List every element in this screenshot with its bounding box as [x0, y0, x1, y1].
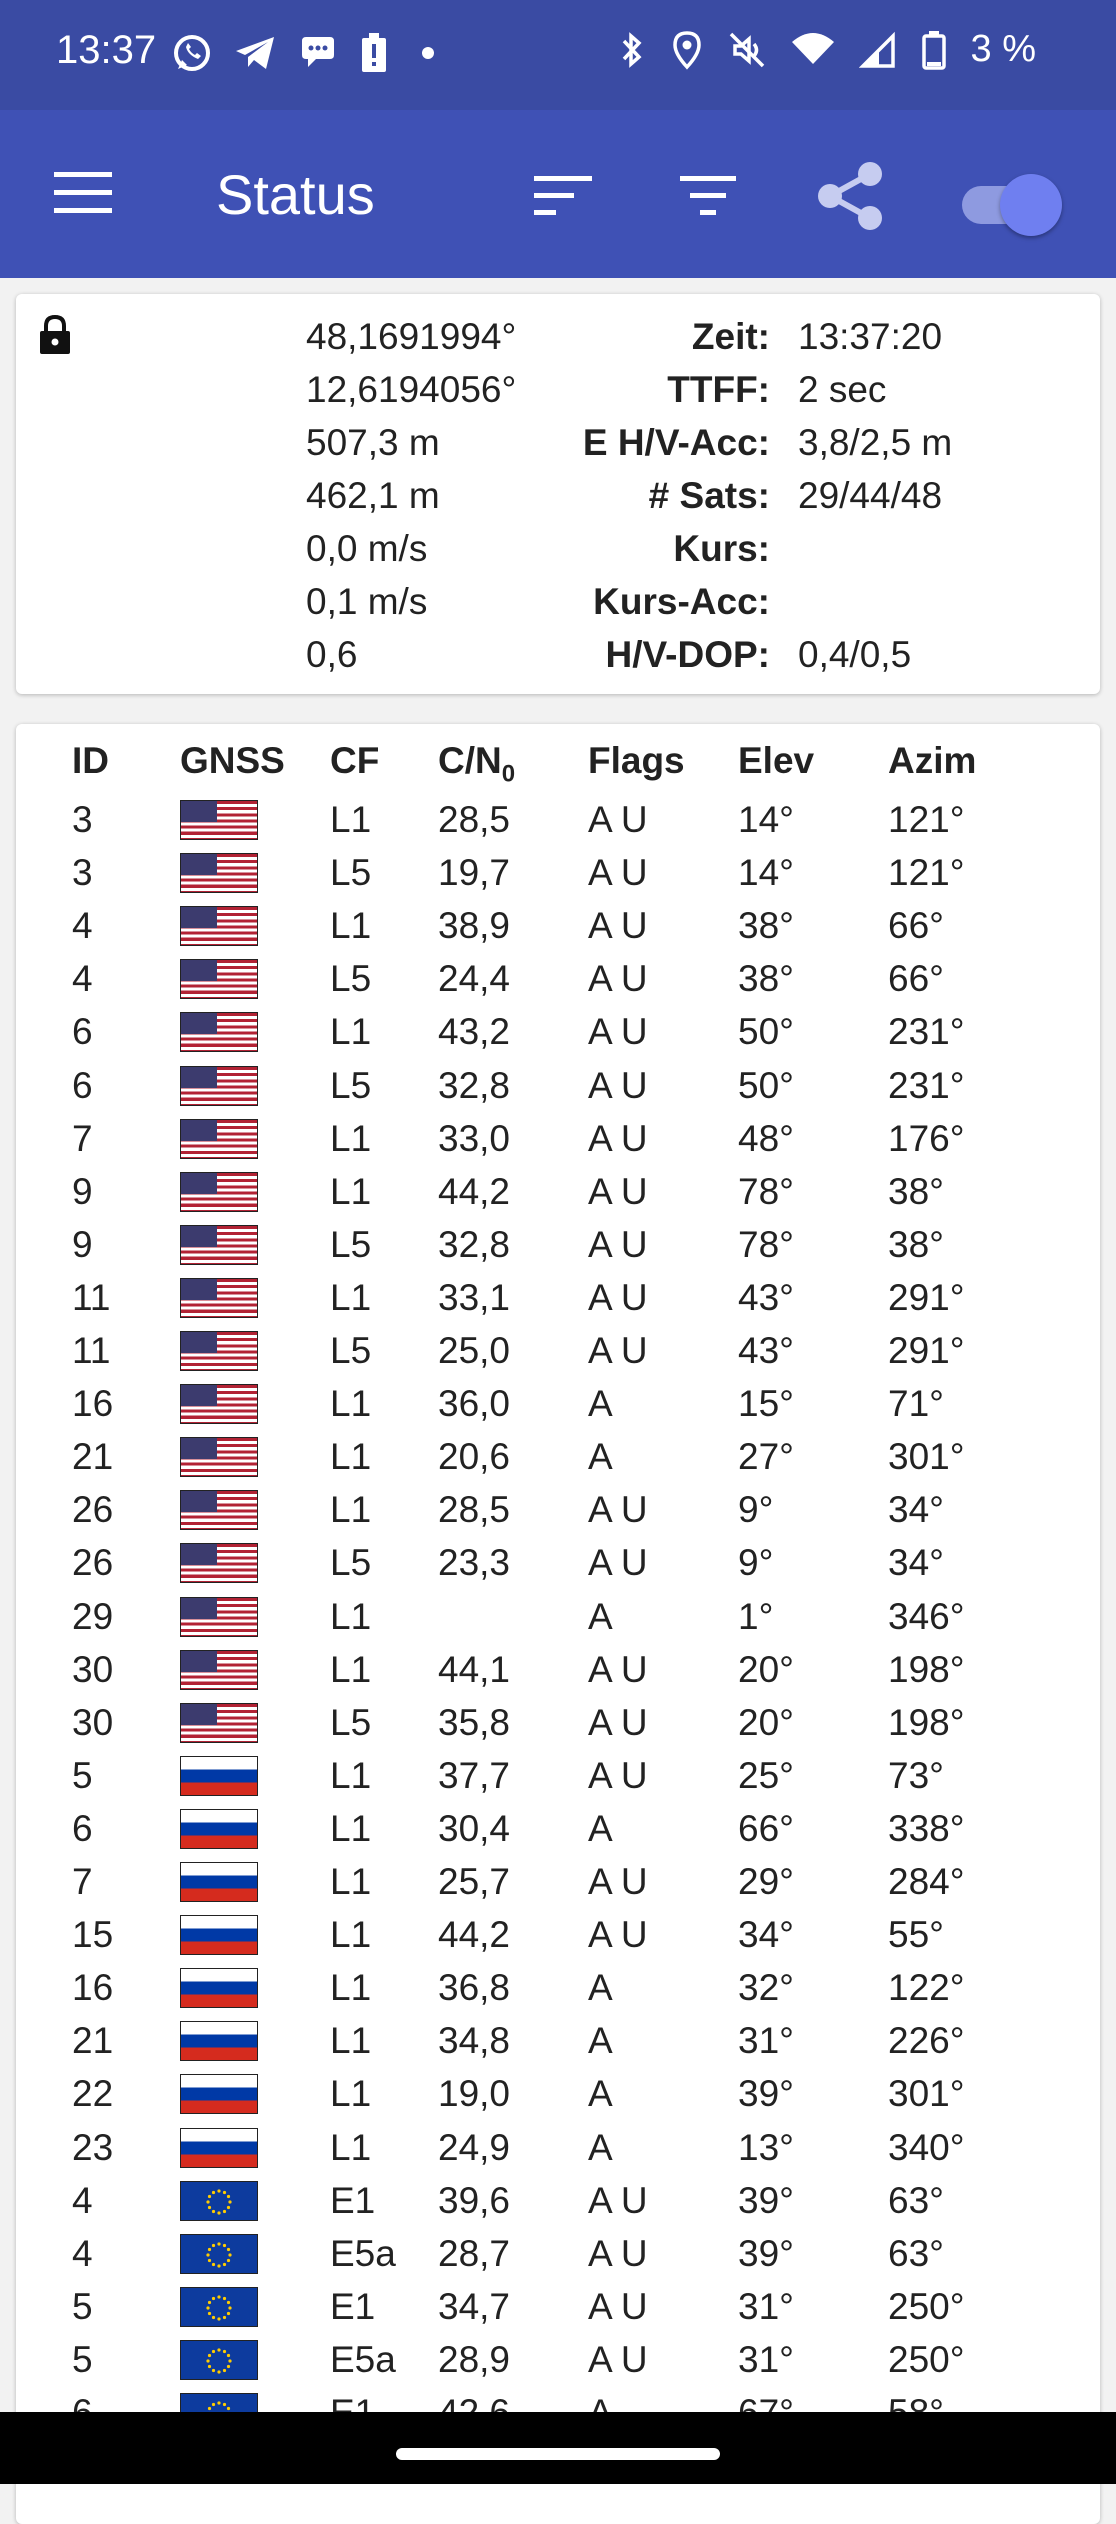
header-cn0[interactable] [438, 740, 515, 788]
cell-azim: 231° [888, 1064, 965, 1106]
cell-azim: 34° [888, 1542, 944, 1584]
bluetooth-icon [617, 30, 647, 70]
menu-icon[interactable] [54, 172, 112, 214]
table-row[interactable] [0, 1059, 1116, 1112]
cell-elev: 66° [738, 1807, 794, 1849]
cell-azim: 63° [888, 2179, 944, 2221]
cell-cn: 24,9 [438, 2126, 511, 2168]
cell-id: 4 [72, 958, 93, 1000]
cell-cn: 19,7 [438, 852, 511, 894]
sort-icon[interactable] [534, 176, 592, 216]
cell-flags: A U [588, 1701, 648, 1743]
table-row[interactable] [0, 1855, 1116, 1908]
cell-id: 6 [72, 1011, 93, 1053]
filter-icon[interactable] [680, 176, 736, 216]
cell-cn: 33,0 [438, 1117, 511, 1159]
cell-cf: E1 [330, 2179, 376, 2221]
cell-flags: A U [588, 905, 648, 947]
eu-flag-icon [180, 2287, 258, 2327]
header-elev[interactable]: Elev [738, 740, 815, 781]
system-status-bar [0, 0, 1116, 110]
usa-flag-icon [180, 1490, 258, 1530]
header-flags[interactable]: Flags [588, 740, 685, 781]
info-value: 13:37:20 [798, 316, 943, 357]
cell-cf: L1 [330, 1489, 372, 1531]
table-row[interactable] [0, 1005, 1116, 1058]
cell-cf: L1 [330, 1117, 372, 1159]
usa-flag-icon [180, 1437, 258, 1477]
cell-flags: A [588, 1383, 613, 1425]
cell-flags: A U [588, 2338, 648, 2380]
cell-cf: L1 [330, 1861, 372, 1902]
usa-flag-icon [180, 800, 258, 840]
header-id[interactable]: ID [72, 740, 109, 781]
cell-cf: E5a [330, 2338, 396, 2380]
table-row[interactable] [0, 2280, 1116, 2333]
wifi-icon [791, 30, 835, 70]
russia-flag-icon [180, 2021, 258, 2061]
cell-cn: 44,1 [438, 1648, 511, 1690]
table-row[interactable] [0, 1165, 1116, 1218]
battery-alert-icon [360, 32, 388, 74]
cell-id: 7 [72, 1861, 93, 1902]
whatsapp-icon [172, 33, 212, 73]
cell-azim: 346° [888, 1595, 965, 1637]
cell-flags: A [588, 1595, 613, 1637]
cell-azim: 63° [888, 2232, 944, 2274]
cell-id: 5 [72, 2338, 93, 2380]
cell-elev: 20° [738, 1701, 794, 1743]
header-gnss[interactable]: GNSS [180, 740, 285, 781]
table-row[interactable] [0, 1483, 1116, 1536]
usa-flag-icon [180, 1012, 258, 1052]
table-row[interactable] [0, 846, 1116, 899]
info-value: 0,4/0,5 [798, 634, 912, 675]
usa-flag-icon [180, 1278, 258, 1318]
table-row[interactable] [0, 1696, 1116, 1749]
cell-cn: 19,0 [438, 2073, 511, 2115]
cell-elev: 29° [738, 1861, 794, 1902]
cell-flags: A [588, 2020, 613, 2062]
cell-flags: A [588, 1807, 613, 1849]
table-row[interactable] [0, 1536, 1116, 1589]
cell-cf: L1 [330, 1436, 372, 1478]
cell-id: 5 [72, 2285, 93, 2327]
cell-azim: 301° [888, 2073, 965, 2115]
info-value: 29/44/48 [798, 475, 943, 516]
cell-cf: L5 [330, 1064, 372, 1106]
share-icon[interactable] [816, 162, 886, 230]
cell-cn: 25,7 [438, 1861, 511, 1902]
table-row[interactable] [0, 952, 1116, 1005]
info-value: 0,1 m/s [306, 581, 428, 622]
table-row[interactable] [0, 2174, 1116, 2227]
russia-flag-icon [180, 1915, 258, 1955]
cell-id: 11 [72, 1276, 111, 1318]
cell-flags: A U [588, 2179, 648, 2221]
table-row[interactable] [0, 1324, 1116, 1377]
cell-id: 3 [72, 852, 93, 894]
usa-flag-icon [180, 1543, 258, 1583]
table-row[interactable] [0, 1377, 1116, 1430]
table-row[interactable] [0, 1961, 1116, 2014]
info-label: Kurs: [673, 528, 770, 569]
cell-elev: 78° [738, 1223, 794, 1265]
cell-id: 23 [72, 2126, 114, 2168]
cell-id: 3 [72, 799, 93, 840]
cell-elev: 31° [738, 2285, 794, 2327]
cell-cf: E1 [330, 2285, 376, 2327]
cell-id: 6 [72, 1064, 93, 1106]
cell-flags: A U [588, 1861, 648, 1902]
cell-cn: 44,2 [438, 1170, 511, 1212]
cell-flags: A U [588, 1117, 648, 1159]
cell-flags: A U [588, 799, 648, 840]
info-row-right [0, 310, 1116, 364]
cell-flags: A U [588, 1064, 648, 1106]
cell-azim: 38° [888, 1170, 944, 1212]
cell-id: 11 [72, 1330, 111, 1371]
cell-cn: 28,7 [438, 2232, 511, 2274]
cell-elev: 31° [738, 2338, 794, 2380]
usa-flag-icon [180, 1172, 258, 1212]
info-label: Kurs-Acc: [593, 581, 770, 622]
cell-cn: 36,8 [438, 1967, 511, 2009]
table-row[interactable] [0, 2067, 1116, 2120]
cell-cn: 24,4 [438, 958, 511, 1000]
cell-azim: 121° [888, 799, 965, 840]
cell-cn: 43,2 [438, 1011, 511, 1053]
cell-azim: 226° [888, 2020, 965, 2062]
cell-cf: L1 [330, 1595, 372, 1637]
cell-id: 9 [72, 1223, 93, 1265]
cell-elev: 43° [738, 1330, 794, 1371]
cell-cf: L1 [330, 1383, 372, 1425]
cell-azim: 291° [888, 1330, 965, 1371]
russia-flag-icon [180, 2074, 258, 2114]
table-row[interactable] [0, 1430, 1116, 1483]
usa-flag-icon [180, 1119, 258, 1159]
cell-elev: 39° [738, 2179, 794, 2221]
usa-flag-icon [180, 1384, 258, 1424]
info-label: H/V-DOP: [605, 634, 770, 675]
cell-flags: A U [588, 1223, 648, 1265]
cell-cn: 20,6 [438, 1436, 511, 1478]
info-row-right [0, 469, 1116, 523]
table-row[interactable] [0, 899, 1116, 952]
table-row[interactable] [0, 1271, 1116, 1324]
dot-icon [410, 33, 446, 73]
cell-azim: 34° [888, 1489, 944, 1531]
cell-flags: A U [588, 2285, 648, 2327]
header-cn0-label: C/N [438, 740, 502, 781]
usa-flag-icon [180, 906, 258, 946]
cell-id: 26 [72, 1542, 114, 1584]
info-value: 0,0 m/s [306, 528, 428, 569]
info-label: E H/V-Acc: [582, 422, 770, 463]
info-value: 2 sec [798, 369, 887, 410]
info-value: 12,6194056° [306, 369, 517, 410]
russia-flag-icon [180, 1862, 258, 1902]
cell-azim: 291° [888, 1276, 965, 1318]
cell-flags: A [588, 2073, 613, 2115]
cell-azim: 71° [888, 1383, 944, 1425]
cell-cf: L1 [330, 1914, 372, 1956]
usa-flag-icon [180, 853, 258, 893]
cell-elev: 13° [738, 2126, 794, 2168]
russia-flag-icon [180, 1968, 258, 2008]
cell-cn: 34,8 [438, 2020, 511, 2062]
cell-flags: A U [588, 1489, 648, 1531]
cell-flags: A [588, 2126, 613, 2168]
cell-elev: 43° [738, 1276, 794, 1318]
cell-id: 5 [72, 1754, 93, 1796]
table-row[interactable] [0, 1590, 1116, 1643]
cell-azim: 284° [888, 1861, 965, 1902]
cell-cn: 28,9 [438, 2338, 511, 2380]
table-row[interactable] [0, 2227, 1116, 2280]
table-row[interactable] [0, 2121, 1116, 2174]
cell-cf: L5 [330, 1542, 372, 1584]
russia-flag-icon [180, 1756, 258, 1796]
cell-cf: L1 [330, 1648, 372, 1690]
cell-cf: L1 [330, 2020, 372, 2062]
cell-cn: 44,2 [438, 1914, 511, 1956]
cell-cn: 25,0 [438, 1330, 511, 1371]
cell-azim: 198° [888, 1648, 965, 1690]
info-row-right [0, 628, 1116, 682]
cell-flags: A U [588, 1011, 648, 1053]
russia-flag-icon [180, 1809, 258, 1849]
cell-elev: 15° [738, 1383, 794, 1425]
battery-percent: 3 % [970, 28, 1036, 70]
table-row[interactable] [0, 1112, 1116, 1165]
cell-azim: 66° [888, 905, 944, 947]
cell-cf: L1 [330, 1967, 372, 2009]
cell-id: 9 [72, 1170, 93, 1212]
cell-azim: 55° [888, 1914, 944, 1956]
mute-icon [727, 30, 767, 70]
cell-azim: 198° [888, 1701, 965, 1743]
cell-elev: 48° [738, 1117, 794, 1159]
cell-cf: L5 [330, 1701, 372, 1743]
cell-elev: 38° [738, 905, 794, 947]
cell-cf: E5a [330, 2232, 396, 2274]
header-cn0-sub: 0 [501, 760, 516, 788]
eu-flag-icon [180, 2181, 258, 2221]
cell-cf: L1 [330, 1807, 372, 1849]
cell-cn: 37,7 [438, 1754, 511, 1796]
chat-icon [298, 33, 338, 73]
cell-elev: 1° [738, 1595, 774, 1637]
cell-cn: 34,7 [438, 2285, 511, 2327]
table-row[interactable] [0, 793, 1116, 846]
info-value: 0,6 [306, 634, 358, 675]
cell-elev: 78° [738, 1170, 794, 1212]
cell-cn: 30,4 [438, 1807, 511, 1849]
battery-icon [921, 29, 947, 71]
cell-elev: 27° [738, 1436, 794, 1478]
cell-elev: 9° [738, 1489, 774, 1531]
cell-azim: 122° [888, 1967, 965, 2009]
telegram-icon [234, 33, 276, 73]
cell-cf: L1 [330, 1754, 372, 1796]
info-label: # Sats: [648, 475, 770, 516]
cell-id: 4 [72, 905, 93, 947]
cell-cf: L5 [330, 1330, 372, 1371]
cell-cn: 39,6 [438, 2179, 511, 2221]
cell-azim: 121° [888, 852, 965, 894]
cell-elev: 9° [738, 1542, 774, 1584]
cell-flags: A U [588, 1914, 648, 1956]
status-bar-time: 13:37 [56, 28, 157, 72]
cell-cn: 35,8 [438, 1701, 511, 1743]
cell-id: 22 [72, 2073, 114, 2115]
cell-flags: A U [588, 852, 648, 894]
cell-azim: 73° [888, 1754, 944, 1796]
signal-icon [859, 30, 897, 70]
table-row[interactable] [0, 1802, 1116, 1855]
cell-id: 21 [72, 2020, 114, 2062]
cell-elev: 25° [738, 1754, 794, 1796]
cell-flags: A U [588, 1330, 648, 1371]
cell-flags: A [588, 1967, 613, 2009]
usa-flag-icon [180, 959, 258, 999]
cell-id: 16 [72, 1967, 114, 2009]
cell-cf: L1 [330, 2126, 372, 2168]
cell-elev: 14° [738, 852, 794, 894]
cell-azim: 250° [888, 2338, 965, 2380]
page-title: Status [216, 163, 375, 226]
cell-azim: 250° [888, 2285, 965, 2327]
usa-flag-icon [180, 1597, 258, 1637]
cell-elev: 34° [738, 1914, 794, 1956]
usa-flag-icon [180, 1650, 258, 1690]
cell-id: 30 [72, 1701, 114, 1743]
russia-flag-icon [180, 2128, 258, 2168]
cell-elev: 50° [738, 1064, 794, 1106]
cell-id: 16 [72, 1383, 114, 1425]
usa-flag-icon [180, 1703, 258, 1743]
cell-cn: 28,5 [438, 1489, 511, 1531]
toggle-knob [1000, 174, 1062, 236]
cell-elev: 31° [738, 2020, 794, 2062]
cell-azim: 338° [888, 1807, 965, 1849]
cell-cf: L1 [330, 2073, 372, 2115]
cell-cn: 36,0 [438, 1383, 511, 1425]
app-bar [0, 110, 1116, 278]
cell-flags: A U [588, 1276, 648, 1318]
cell-flags: A [588, 1436, 613, 1478]
info-row-right [0, 522, 1116, 576]
cell-cf: L1 [330, 1011, 372, 1053]
info-value: 462,1 m [306, 475, 440, 516]
cell-flags: A U [588, 1170, 648, 1212]
cell-flags: A U [588, 958, 648, 1000]
cell-flags: A U [588, 1648, 648, 1690]
cell-cn: 28,5 [438, 799, 511, 840]
info-value: 48,1691994° [306, 316, 517, 357]
cell-cf: L5 [330, 1223, 372, 1265]
cell-cf: L5 [330, 852, 372, 894]
cell-elev: 39° [738, 2232, 794, 2274]
cell-id: 29 [72, 1595, 114, 1637]
cell-elev: 38° [738, 958, 794, 1000]
cell-azim: 301° [888, 1436, 965, 1478]
info-row-right [0, 575, 1116, 629]
table-row[interactable] [0, 2014, 1116, 2067]
info-label: TTFF: [667, 369, 770, 410]
cell-elev: 14° [738, 799, 794, 840]
cell-cn: 23,3 [438, 1542, 511, 1584]
cell-cn: 38,9 [438, 905, 511, 947]
header-azim[interactable]: Azim [888, 740, 977, 781]
cell-id: 4 [72, 2232, 93, 2274]
cell-id: 26 [72, 1489, 114, 1531]
table-row[interactable] [0, 1643, 1116, 1696]
usa-flag-icon [180, 1225, 258, 1265]
location-icon [671, 30, 703, 70]
cell-azim: 231° [888, 1011, 965, 1053]
cell-azim: 340° [888, 2126, 965, 2168]
cell-cf: L1 [330, 905, 372, 947]
cell-elev: 20° [738, 1648, 794, 1690]
cell-elev: 39° [738, 2073, 794, 2115]
cell-flags: A U [588, 1754, 648, 1796]
cell-flags: A U [588, 1542, 648, 1584]
info-row-right [0, 416, 1116, 470]
eu-flag-icon [180, 2234, 258, 2274]
home-gesture-handle[interactable] [396, 2448, 720, 2460]
cell-id: 4 [72, 2179, 93, 2221]
cell-cn: 32,8 [438, 1064, 511, 1106]
cell-id: 21 [72, 1436, 114, 1478]
cell-elev: 50° [738, 1011, 794, 1053]
cell-cf: L1 [330, 1276, 372, 1318]
cell-flags: A U [588, 2232, 648, 2274]
table-row[interactable] [0, 1749, 1116, 1802]
table-row[interactable] [0, 1218, 1116, 1271]
info-row-right [0, 363, 1116, 417]
eu-flag-icon [180, 2340, 258, 2380]
cell-cf: L1 [330, 799, 372, 840]
cell-id: 7 [72, 1117, 93, 1159]
cell-azim: 38° [888, 1223, 944, 1265]
info-label: Zeit: [691, 316, 770, 357]
cell-id: 15 [72, 1914, 114, 1956]
cell-elev: 32° [738, 1967, 794, 2009]
usa-flag-icon [180, 1066, 258, 1106]
table-row[interactable] [0, 2333, 1116, 2386]
info-value: 507,3 m [306, 422, 440, 463]
usa-flag-icon [180, 1331, 258, 1371]
cell-id: 30 [72, 1648, 114, 1690]
cell-cn: 33,1 [438, 1276, 511, 1318]
table-row[interactable] [0, 1908, 1116, 1961]
cell-azim: 176° [888, 1117, 965, 1159]
cell-cn: 32,8 [438, 1223, 511, 1265]
cell-id: 6 [72, 1807, 93, 1849]
header-cf[interactable]: CF [330, 740, 380, 781]
cell-cf: L1 [330, 1170, 372, 1212]
info-value: 3,8/2,5 m [798, 422, 953, 463]
cell-cf: L5 [330, 958, 372, 1000]
cell-azim: 66° [888, 958, 944, 1000]
